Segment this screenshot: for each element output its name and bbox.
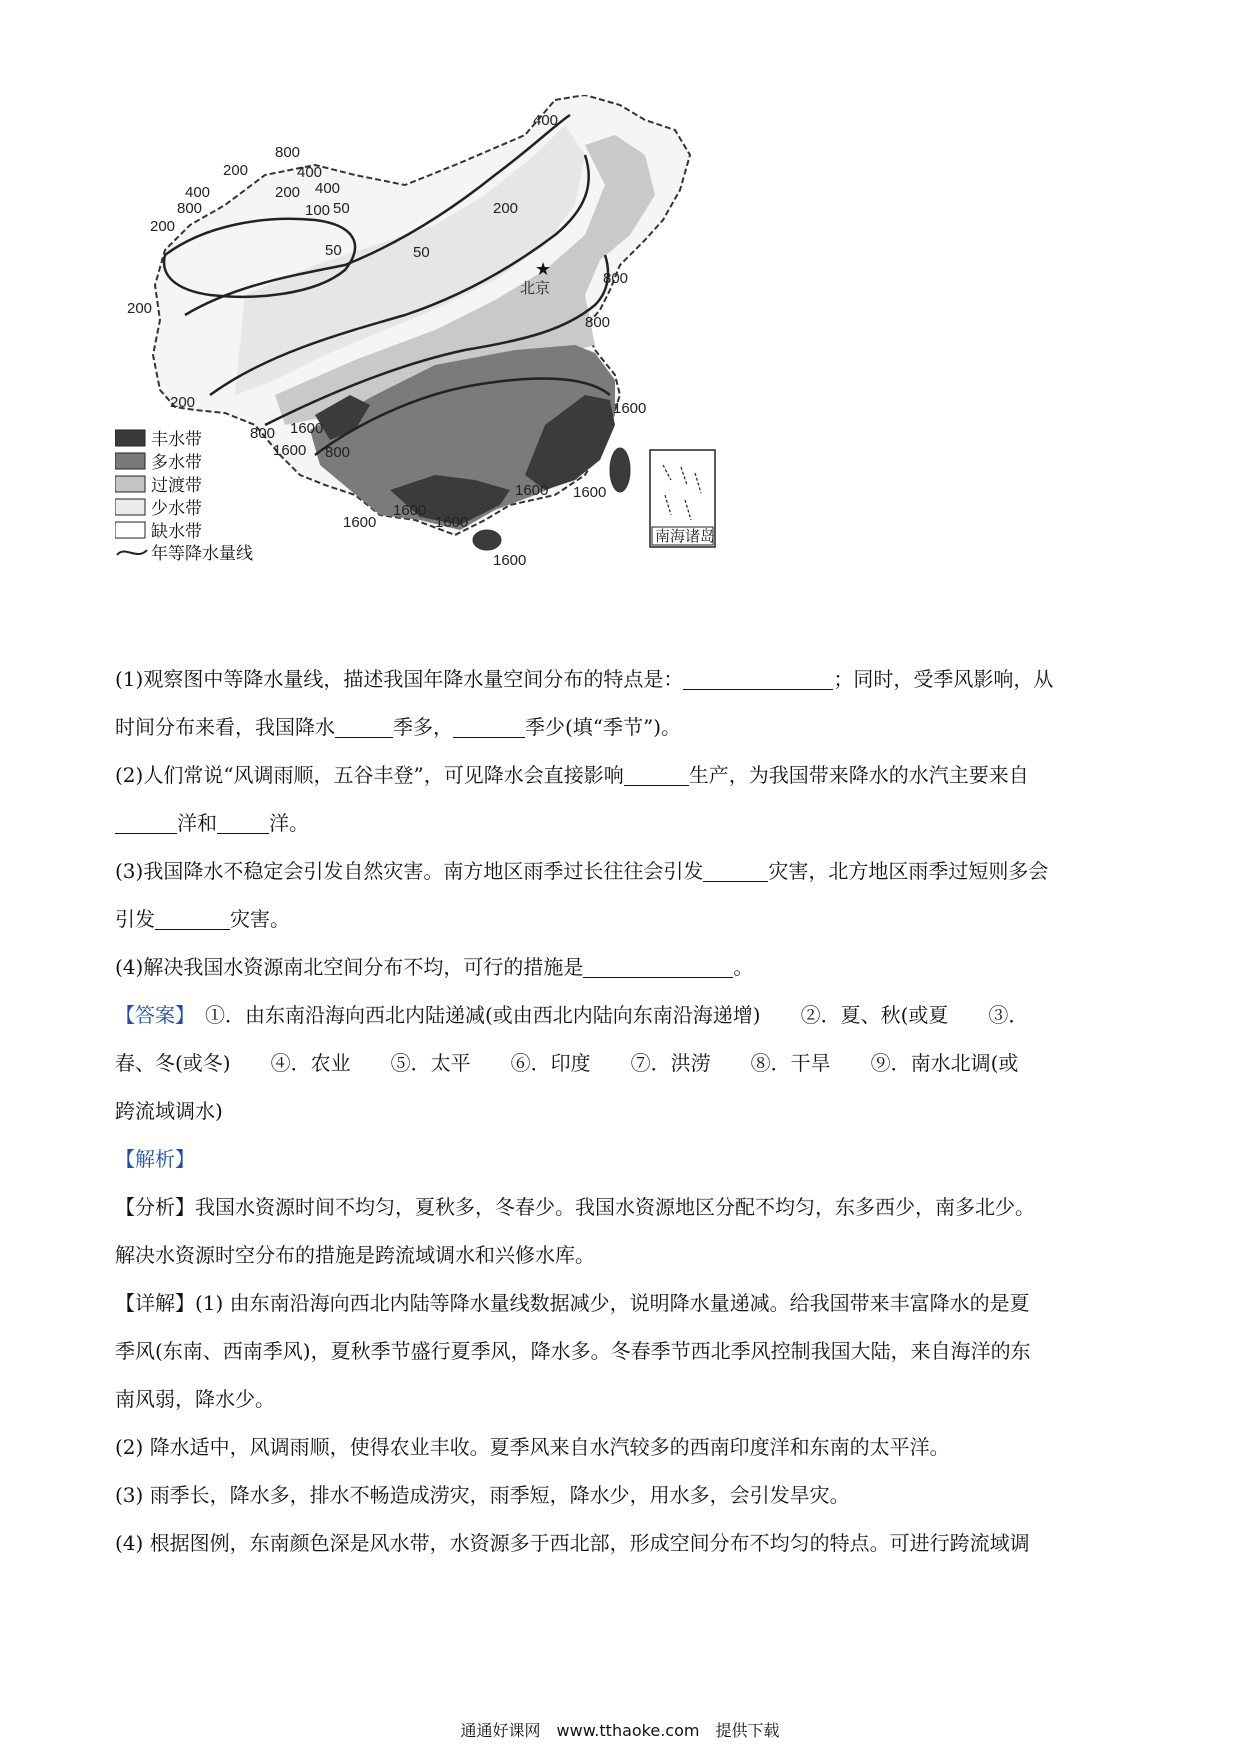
legend-lack: 缺水带 <box>151 522 202 542</box>
analysis-detail-6: (4) 根据图例，东南颜色深是风水带，水资源多于西北部，形成空间分布不均匀的特点。可进行跨流域调 <box>115 1531 1030 1555</box>
legend <box>115 430 253 564</box>
isoline-label: 800 <box>250 425 276 442</box>
answer-blank[interactable] <box>115 809 177 834</box>
beijing-star: ★ <box>535 259 552 280</box>
isoline-label: 1600 <box>515 482 549 499</box>
isoline-label: 1600 <box>493 552 527 569</box>
answer-blank[interactable] <box>683 665 833 690</box>
legend-less: 少水带 <box>151 499 202 519</box>
isoline-label: 200 <box>150 218 176 235</box>
isoline-label: 400 <box>185 184 211 201</box>
answer-blank[interactable] <box>453 713 525 738</box>
analysis-detail-3: 南风弱，降水少。 <box>115 1387 275 1411</box>
analysis-tag: 【解析】 <box>115 1147 195 1171</box>
question-2-line-2: 洋和 洋。 <box>115 802 1130 844</box>
isoline-label: 200 <box>275 184 301 201</box>
isoline-label: 800 <box>177 200 203 217</box>
answer-blank[interactable] <box>155 905 230 930</box>
isoline-label: 50 <box>413 244 430 261</box>
isoline-label: 200 <box>493 200 519 217</box>
inset-label: 南海诸岛 <box>655 528 716 545</box>
answer-blank[interactable] <box>703 857 768 882</box>
question-4: (4)解决我国水资源南北空间分布不均，可行的措施是 。 <box>115 955 754 979</box>
isoline-label: 1600 <box>290 420 324 437</box>
analysis-detail-4: (2) 降水适中，风调雨顺，使得农业丰收。夏季风来自水汽较多的西南印度洋和东南的太平洋。 <box>115 1435 950 1459</box>
answer-line-1: 【答案】 ①．由东南沿海向西北内陆递减(或由西北内陆向东南沿海递增) ②．夏、秋(或夏 ③． <box>115 1003 1029 1027</box>
question-1-line-2: 时间分布来看，我国降水 季多， 季少(填“季节”)。 <box>115 715 682 739</box>
isoline-label: 50 <box>325 242 342 259</box>
isoline-label: 400 <box>533 112 559 129</box>
city-label: 北京 <box>520 280 551 297</box>
isoline-label: 800 <box>603 270 629 287</box>
question-1-line-1: (1)观察图中等降水量线，描述我国年降水量空间分布的特点是： ；同时，受季风影响，从 <box>115 667 1054 691</box>
analysis-fenxi-1: 【分析】我国水资源时间不均匀，夏秋多，冬春少。我国水资源地区分配不均匀，东多西少，南多北少。 <box>115 1195 1035 1219</box>
isoline-label: 1600 <box>435 514 469 531</box>
isoline-label: 100 <box>305 202 331 219</box>
answer-tag: 【答案】 <box>115 1003 185 1027</box>
isoline-label: 200 <box>223 162 249 179</box>
taiwan-island <box>610 448 630 492</box>
page-footer: 通通好课网 www.tthaoke.com 提供下载 <box>460 1721 780 1740</box>
isoline-label: 200 <box>127 300 153 317</box>
isoline-label: 50 <box>333 200 350 217</box>
hainan-island <box>473 530 501 550</box>
question-3-line-2: 引发 灾害。 <box>115 907 290 931</box>
answer-line-2: 春、冬(或冬) ④．农业 ⑤．太平 ⑥．印度 ⑦．洪涝 ⑧．干旱 ⑨．南水北调(或 <box>115 1051 1019 1075</box>
isoline-label: 1600 <box>393 502 427 519</box>
isoline-label: 1600 <box>273 442 307 459</box>
precipitation-map <box>115 95 815 640</box>
question-3-line-1: (3)我国降水不稳定会引发自然灾害。南方地区雨季过长往往会引发 灾害，北方地区雨季过短则多会 <box>115 859 1049 883</box>
legend-rich: 丰水带 <box>151 430 202 450</box>
legend-isoline: 年等降水量线 <box>151 544 253 564</box>
question-2-line-1: (2)人们常说“风调雨顺，五谷丰登”，可见降水会直接影响 生产，为我国带来降水的水汽主要来自 <box>115 763 1029 787</box>
legend-more: 多水带 <box>151 453 202 473</box>
legend-transition: 过渡带 <box>151 476 202 496</box>
answer-blank[interactable] <box>583 953 733 978</box>
isoline-label: 1600 <box>343 514 377 531</box>
isoline-label: 400 <box>297 164 323 181</box>
answer-line-3: 跨流域调水) <box>115 1099 223 1123</box>
analysis-detail-5: (3) 雨季长，降水多，排水不畅造成涝灾，雨季短，降水少，用水多，会引发旱灾。 <box>115 1483 850 1507</box>
analysis-detail-2: 季风(东南、西南季风)，夏秋季节盛行夏季风，降水多。冬春季节西北季风控制我国大陆，来自海洋的东 <box>115 1339 1031 1363</box>
isoline-label: 400 <box>315 180 341 197</box>
isoline-label: 800 <box>275 144 301 161</box>
isoline-label: 200 <box>170 394 196 411</box>
isoline-label: 800 <box>325 444 351 461</box>
answer-blank[interactable] <box>624 761 689 786</box>
analysis-fenxi-2: 解决水资源时空分布的措施是跨流域调水和兴修水库。 <box>115 1243 595 1267</box>
analysis-detail-1: 【详解】(1) 由东南沿海向西北内陆等降水量线数据减少，说明降水量递减。给我国带来丰富降水的是夏 <box>115 1291 1030 1315</box>
answer-blank[interactable] <box>335 713 393 738</box>
isoline-label: 800 <box>585 314 611 331</box>
isoline-label: 1600 <box>573 484 607 501</box>
isoline-label: 1600 <box>613 400 647 417</box>
answer-blank[interactable] <box>217 809 269 834</box>
